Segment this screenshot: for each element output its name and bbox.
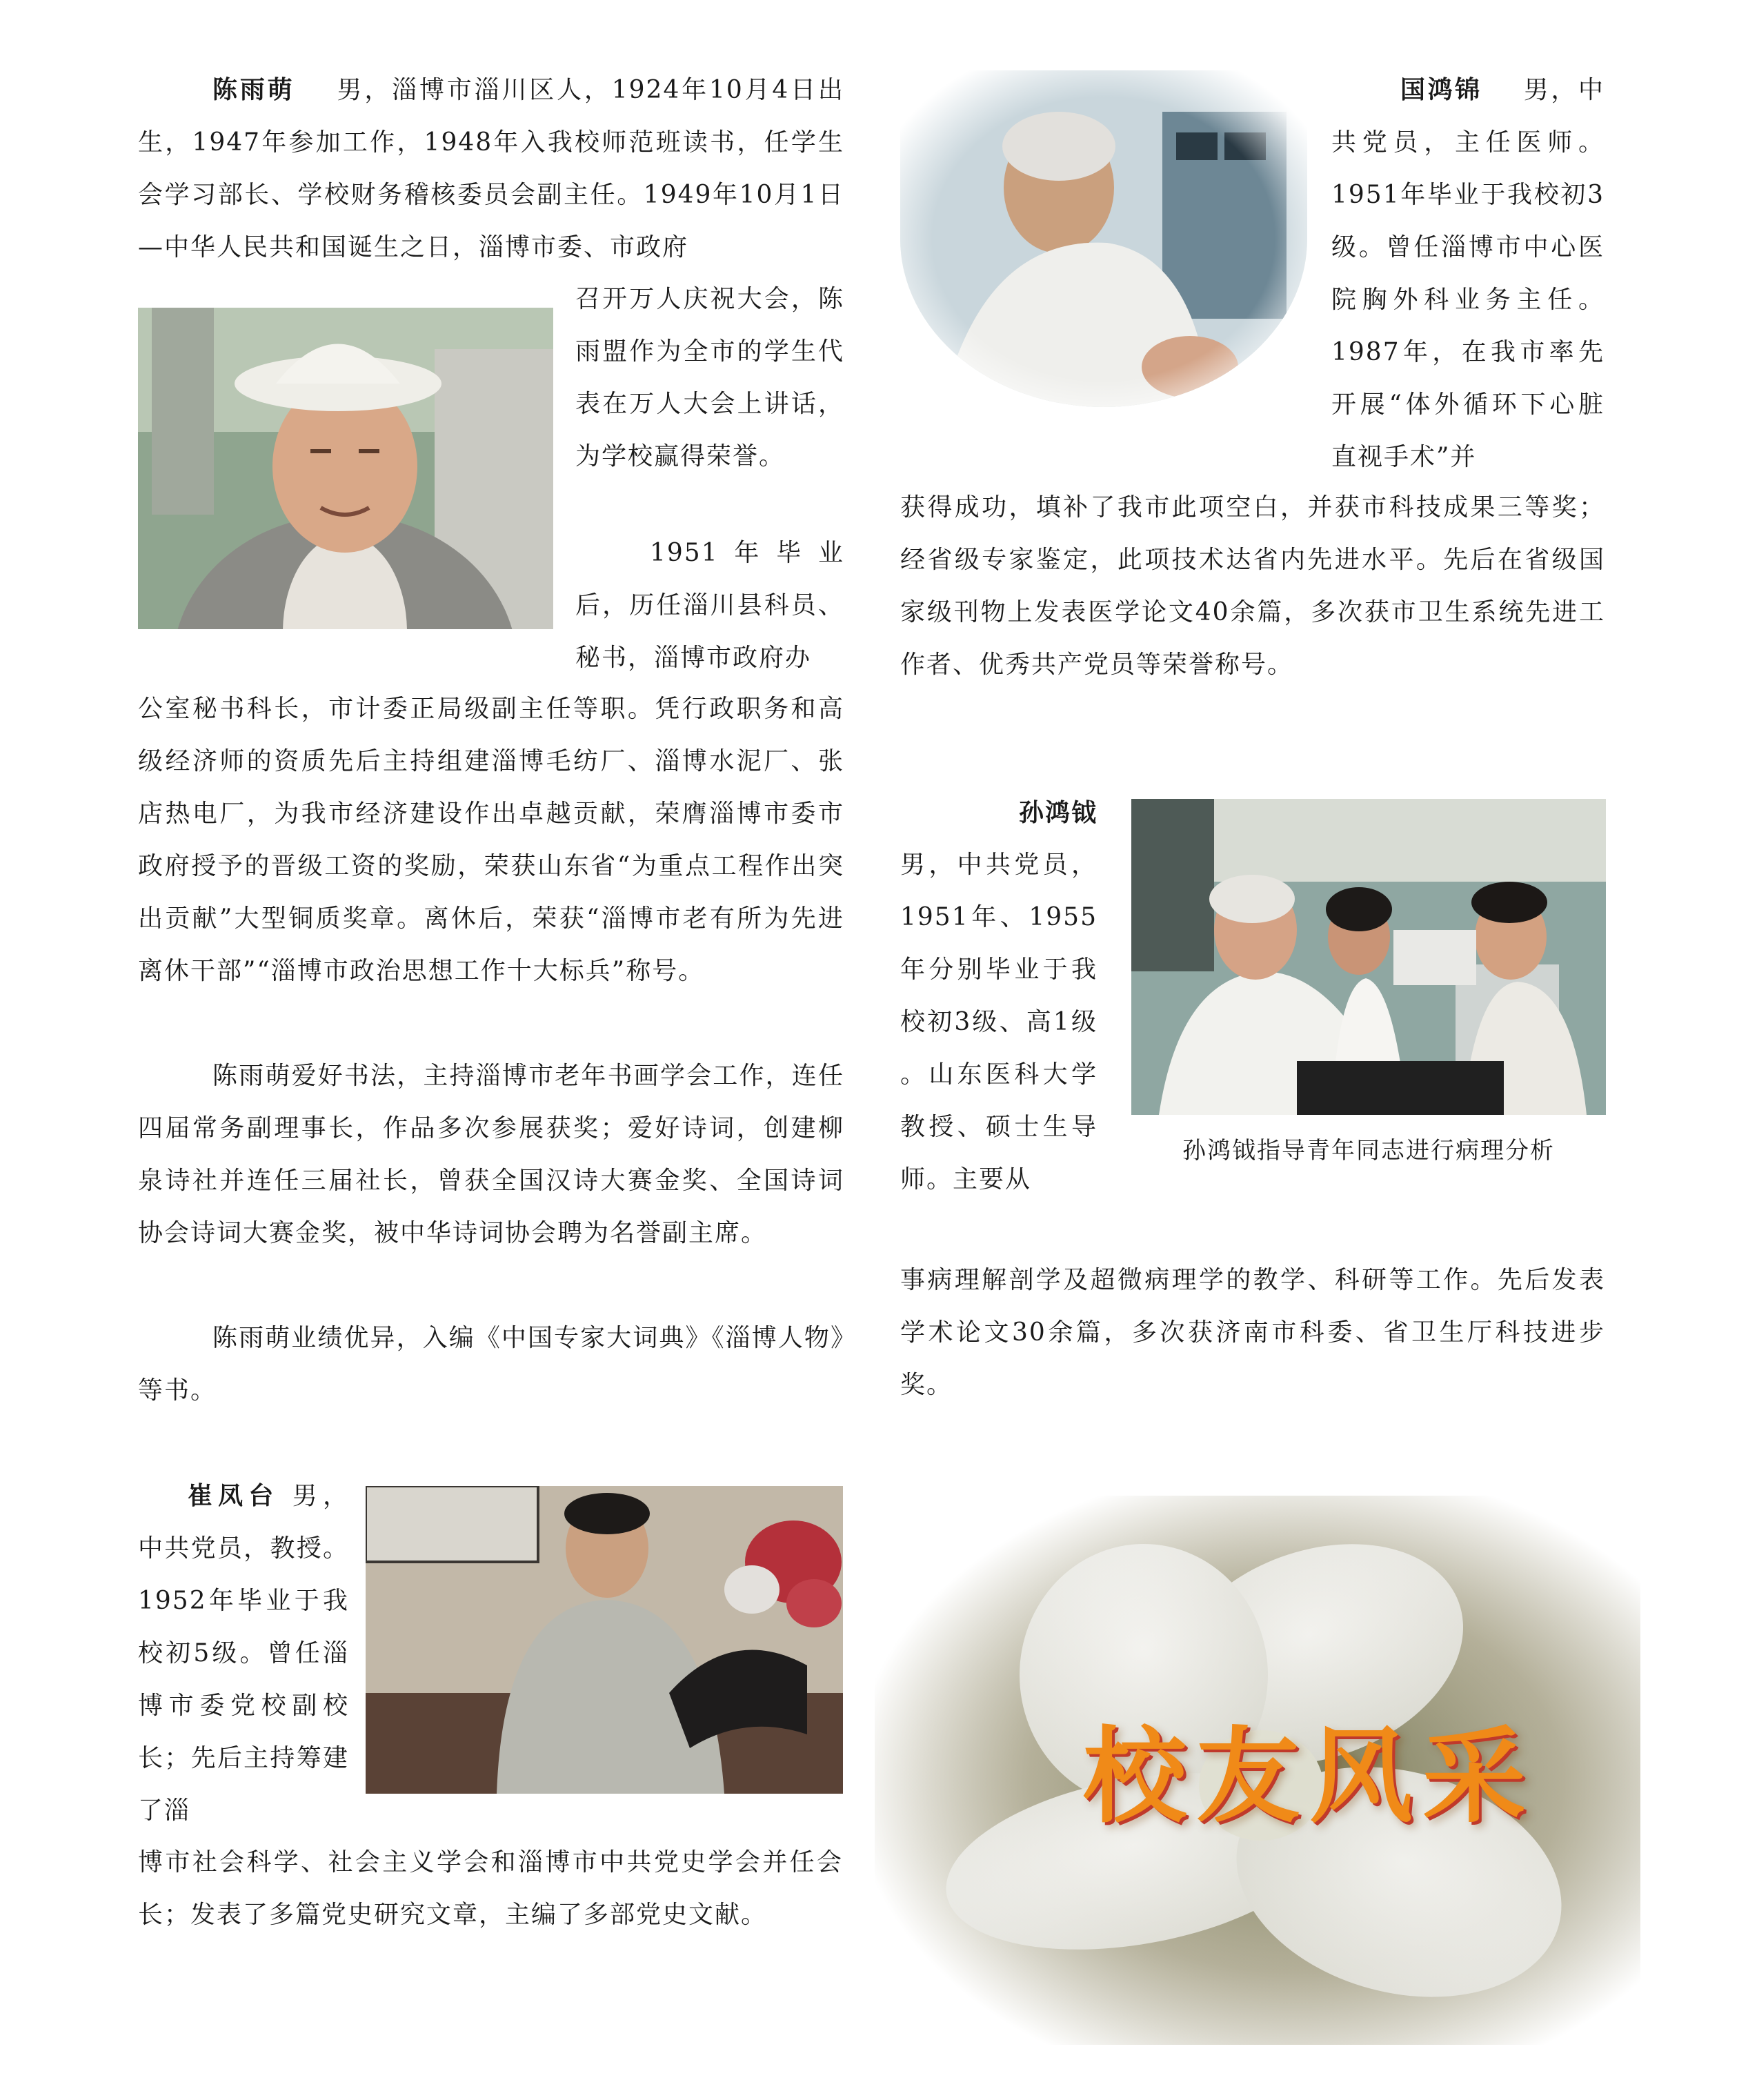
- chen-paragraph-2b: [138, 683, 844, 998]
- cui-paragraph-b: [138, 1836, 843, 1941]
- guo-text-b: 获得成功，填补了我市此项空白，并获市科技成果三等奖；经省级专家鉴定，此项技术达省内先进水平。先后在省级国家级刊物上发表医学论文40余篇，多次获市卫生系统先进工作者、优秀共产党员等荣誉称号。: [900, 493, 1605, 679]
- chen-text-2a: 1951年毕业后，历任淄川县科员、秘书，淄博市政府办: [575, 539, 844, 672]
- guo-name: 国鸿锦: [1400, 75, 1482, 104]
- chen-text-2b: 公室秘书科长，市计委正局级副主任等职。凭行政职务和高级经济师的资质先后主持组建淄博毛纺厂、淄博水泥厂、张店热电厂，为我市经济建设作出卓越贡献，荣膺淄博市委市政府授予的晋级工资的奖励，荣获山东省“为重点工程作出突出贡献”大型铜质奖章。离休后，荣获“淄博市老有所为先进离休干部”“淄博市政治思想工作十大标兵”称号。: [138, 695, 844, 985]
- cui-paragraph-a: [138, 1469, 349, 1837]
- chen-text-4: 陈雨萌业绩优异，入编《中国专家大词典》《淄博人物》等书。: [138, 1324, 844, 1405]
- chen-text-1b: 召开万人庆祝大会，陈雨盟作为全市的学生代表在万人大会上讲话，为学校赢得荣誉。: [575, 285, 844, 470]
- sun-text-a: 男，中共党员，1951年、1955年分别毕业于我校初3级、高1级 。山东医科大学教授、硕士生导师。主要从: [900, 851, 1098, 1193]
- sun-photo-caption: [1131, 1131, 1606, 1165]
- sun-text-b: 事病理解剖学及超微病理学的教学、科研等工作。先后发表学术论文30余篇，多次获济南市科委、省卫生厅科技进步奖。: [900, 1266, 1605, 1399]
- guo-text-a: 男，中共党员，主任医师。1951年毕业于我校初3级。曾任淄博市中心医院胸外科业务主任。1987年，在我市率先开展“体外循环下心脏直视手术”并: [1331, 76, 1605, 471]
- chen-paragraph-4: [138, 1312, 844, 1417]
- guo-paragraph-a: [1331, 63, 1605, 484]
- chen-paragraph-2a: [575, 527, 844, 684]
- chen-portrait-photo: [138, 308, 553, 629]
- cui-text-b: 博市社会科学、社会主义学会和淄博市中共党史学会并任会长；发表了多篇党史研究文章，主编了多部党史文献。: [138, 1848, 843, 1929]
- cui-text-a: 男，中共党员，教授。1952年毕业于我校初5级。曾任淄博市委党校副校长；先后主持筹建了淄: [138, 1482, 349, 1825]
- sun-lab-photo: [1131, 799, 1606, 1115]
- chen-text-1a: 男，淄博市淄川区人，1924年10月4日出生，1947年参加工作，1948年入我校师范班读书，任学生会学习部长、学校财务稽核委员会副主任。1949年10月1日—中华人民共和国诞生之日，淄博市委、市政府: [138, 76, 844, 261]
- guo-surgery-photo: [900, 70, 1307, 407]
- chen-paragraph-3: [138, 1050, 844, 1260]
- guo-paragraph-b: [900, 482, 1605, 691]
- sun-paragraph-b: [900, 1254, 1605, 1411]
- chen-paragraph-1a: [138, 63, 844, 274]
- sun-paragraph-a: [900, 839, 1098, 1206]
- banner-title: [1083, 1693, 1536, 1842]
- sun-name: 孙鸿钺: [1018, 798, 1098, 827]
- banner-title-text: 校友风采: [1083, 1717, 1536, 1837]
- chen-name: 陈雨萌: [212, 75, 295, 104]
- chen-paragraph-1b: [575, 273, 844, 483]
- chen-text-3: 陈雨萌爱好书法，主持淄博市老年书画学会工作，连任四届常务副理事长，作品多次参展获奖；爱好诗词，创建柳泉诗社并连任三届社长，曾获全国汉诗大赛金奖、全国诗词协会诗词大赛金奖，被中华诗词协会聘为名誉副主席。: [138, 1062, 844, 1247]
- cui-portrait-photo: [366, 1486, 843, 1794]
- cui-name: 崔凤台: [188, 1481, 279, 1510]
- sun-caption-text: 孙鸿钺指导青年同志进行病理分析: [1182, 1137, 1555, 1165]
- sun-name-line: [900, 786, 1098, 840]
